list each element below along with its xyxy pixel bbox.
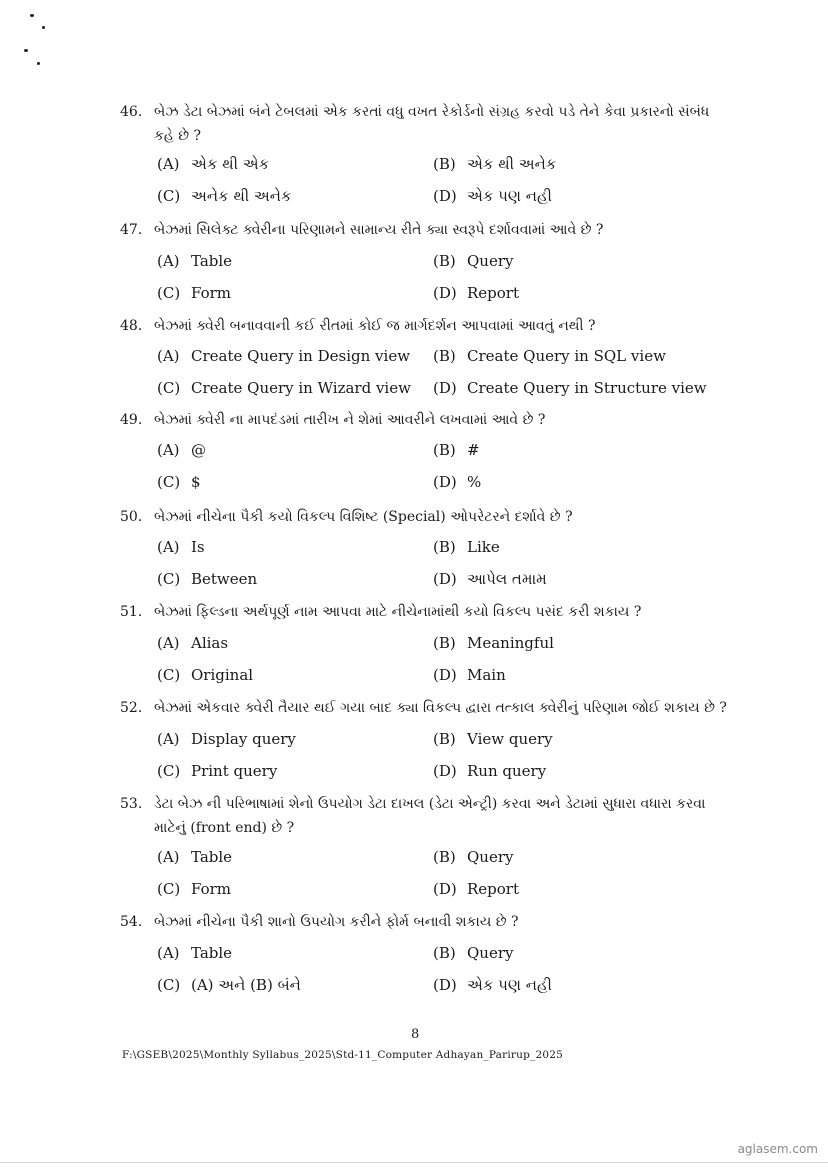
question-number: 51. <box>120 604 143 620</box>
option-d: (D) Report <box>433 284 520 302</box>
option-b: (B) View query <box>433 730 553 748</box>
option-d: (D) Run query <box>433 762 547 780</box>
question-text: બેઝમાં સિલેક્ટ ક્વેરીના પરિણામને સામાન્ય રીતે ક્યા સ્વરૂપે દર્શાવવામાં આવે છે ? <box>154 222 604 238</box>
question-number: 49. <box>120 412 143 428</box>
option-b: (B) Query <box>433 252 514 270</box>
question-number: 46. <box>120 104 143 120</box>
question-text: બેઝમાં ક્વેરી ના માપદંડમાં તારીખ ને શેમાં આવરીને લખવામાં આવે છે ? <box>154 412 546 428</box>
scan-speck <box>37 62 40 65</box>
option-b: (B) Like <box>433 538 500 556</box>
option-c: (C) Create Query in Wizard view <box>157 379 411 397</box>
option-a: (A) Table <box>157 848 233 866</box>
option-c: (C) $ <box>157 473 201 491</box>
option-a: (A) Table <box>157 944 233 962</box>
option-d: (D) એક પણ નહી <box>433 187 552 205</box>
question-number: 53. <box>120 796 143 812</box>
option-d: (D) Report <box>433 880 520 898</box>
bottom-divider <box>0 1162 828 1163</box>
file-path: F:\GSEB\2025\Monthly Syllabus_2025\Std-11_Computer Adhayan_Parirup_2025 <box>122 1049 563 1061</box>
option-d: (D) એક પણ નહી <box>433 976 552 994</box>
option-c: (C) Original <box>157 666 254 684</box>
question-51 <box>120 600 730 624</box>
option-c: (C) Print query <box>157 762 278 780</box>
question-52 <box>120 696 730 720</box>
question-46 <box>120 100 730 148</box>
question-text: બેઝ ડેટા બેઝમાં બંને ટેબલમાં એક કરતાં વધુ વખત રેકોર્ડનો સંગ્રહ કરવો પડે તેને કેવા પ્રકારનો સંબંધ કહે છે ? <box>154 104 710 144</box>
option-a: (A) Is <box>157 538 205 556</box>
question-text: બેઝમાં ક્વેરી બનાવવાની કઈ રીતમાં કોઈ જ માર્ગદર્શન આપવામાં આવતું નથી ? <box>154 318 596 334</box>
question-50 <box>120 505 730 529</box>
question-number: 54. <box>120 914 143 930</box>
option-a: (A) Display query <box>157 730 296 748</box>
scan-speck <box>24 49 28 52</box>
question-text: ડેટા બેઝ ની પરિભાષામાં શેનો ઉપયોગ ડેટા દાખલ (ડેટા એન્ટ્રી) કરવા અને ડેટામાં સુધારા વધારા કરવા માટેનું (front end) છે ? <box>154 796 706 836</box>
option-c: (C) Form <box>157 880 232 898</box>
option-c: (C) Form <box>157 284 232 302</box>
option-b: (B) Create Query in SQL view <box>433 347 666 365</box>
question-number: 52. <box>120 700 143 716</box>
option-d: (D) % <box>433 473 482 491</box>
question-number: 47. <box>120 222 143 238</box>
option-a: (A) Create Query in Design view <box>157 347 411 365</box>
page-number: 8 <box>411 1027 420 1042</box>
scan-speck <box>42 26 45 29</box>
question-text: બેઝમાં ફિલ્ડના અર્થપૂર્ણ નામ આપવા માટે નીચેનામાંથી કયો વિકલ્પ પસંદ કરી શકાય ? <box>154 604 642 620</box>
question-49 <box>120 408 730 432</box>
question-number: 50. <box>120 509 143 525</box>
question-text: બેઝમાં નીચેના પૈકી શાનો ઉપયોગ કરીને ફોર્મ બનાવી શકાય છે ? <box>154 914 519 930</box>
option-d: (D) Main <box>433 666 506 684</box>
option-c: (C) અનેક થી અનેક <box>157 187 292 205</box>
option-a: (A) એક થી એક <box>157 155 270 173</box>
option-b: (B) Query <box>433 848 514 866</box>
question-text: બેઝમાં નીચેના પૈકી કયો વિકલ્પ વિશિષ્ટ (Special) ઓપરેટરને દર્શાવે છે ? <box>154 509 573 525</box>
option-b: (B) Meaningful <box>433 634 554 652</box>
question-53 <box>120 792 730 840</box>
question-number: 48. <box>120 318 143 334</box>
option-b: (B) # <box>433 441 480 459</box>
option-a: (A) Table <box>157 252 233 270</box>
watermark: aglasem.com <box>737 1142 818 1156</box>
option-b: (B) એક થી અનેક <box>433 155 557 173</box>
option-d: (D) આપેલ તમામ <box>433 570 547 588</box>
question-text: બેઝમાં એકવાર ક્વેરી તૈયાર થઈ ગયા બાદ ક્યા વિકલ્પ દ્વારા તત્કાલ ક્વેરીનું પરિણામ જોઈ શકાય છે ? <box>154 700 727 716</box>
option-c: (C) (A) અને (B) બંને <box>157 976 301 994</box>
scan-speck <box>30 14 34 17</box>
question-47 <box>120 218 730 242</box>
option-a: (A) @ <box>157 441 206 459</box>
option-d: (D) Create Query in Structure view <box>433 379 707 397</box>
option-b: (B) Query <box>433 944 514 962</box>
option-c: (C) Between <box>157 570 258 588</box>
option-a: (A) Alias <box>157 634 229 652</box>
question-48 <box>120 314 730 338</box>
question-54 <box>120 910 730 934</box>
